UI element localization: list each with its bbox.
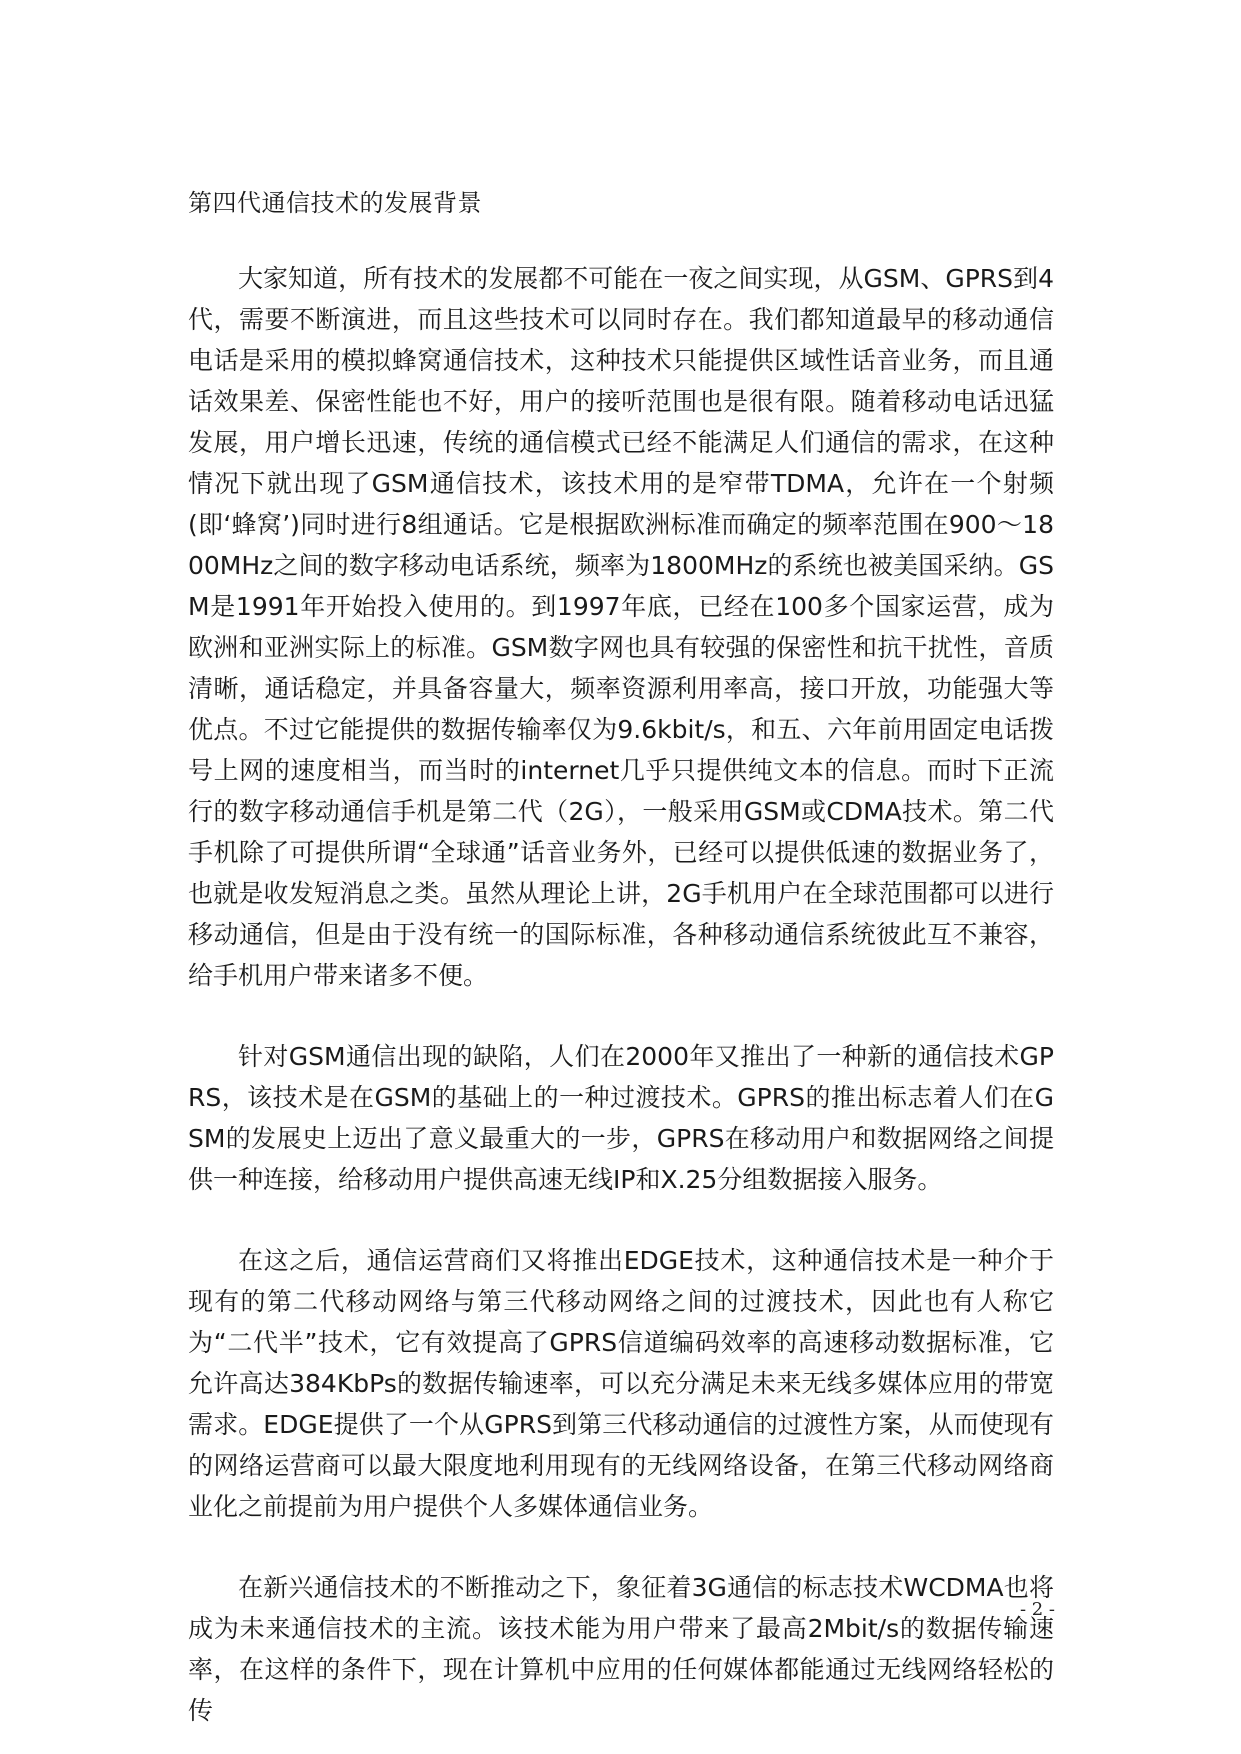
body-paragraph-2: 针对GSM通信出现的缺陷，人们在2000年又推出了一种新的通信技术GPRS，该技术是在GSM的基础上的一种过渡技术。GPRS的推出标志着人们在GSM的发展史上迈出了意义最重大的一步，GPRS在移动用户和数据网络之间提供一种连接，给移动用户提供高速无线IP和X.25分组数据接入服务。 bbox=[188, 1042, 1054, 1194]
document-body bbox=[188, 186, 1054, 1731]
body-paragraph-1: 大家知道，所有技术的发展都不可能在一夜之间实现，从GSM、GPRS到4代，需要不断演进，而且这些技术可以同时存在。我们都知道最早的移动通信电话是采用的模拟蜂窝通信技术，这种技术只能提供区域性话音业务，而且通话效果差、保密性能也不好，用户的接听范围也是很有限。随着移动电话迅猛发展，用户增长迅速，传统的通信模式已经不能满足人们通信的需求，在这种情况下就出现了GSM通信技术，该技术用的是窄带TDMA，允许在一个射频(即‘蜂窝’)同时进行8组通话。它是根据欧洲标准而确定的频率范围在900～1800MHz之间的数字移动电话系统，频率为1800MHz的系统也被美国采纳。GSM是1991年开始投入使用的。到1997年底，已经在100多个国家运营，成为欧洲和亚洲实际上的标准。GSM数字网也具有较强的保密性和抗干扰性，音质清晰，通话稳定，并具备容量大，频率资源利用率高，接口开放，功能强大等优点。不过它能提供的数据传输率仅为9.6kbit/s，和五、六年前用固定电话拨号上网的速度相当，而当时的internet几乎只提供纯文本的信息。而时下正流行的数字移动通信手机是第二代（2G），一般采用GSM或CDMA技术。第二代手机除了可提供所谓“全球通”话音业务外，已经可以提供低速的数据业务了，也就是收发短消息之类。虽然从理论上讲，2G手机用户在全球范围都可以进行移动通信，但是由于没有统一的国际标准，各种移动通信系统彼此互不兼容，给手机用户带来诸多不便。 bbox=[188, 264, 1054, 990]
body-paragraph-4: 在新兴通信技术的不断推动之下，象征着3G通信的标志技术WCDMA也将成为未来通信技术的主流。该技术能为用户带来了最高2Mbit/s的数据传输速率，在这样的条件下，现在计算机中应用的任何媒体都能通过无线网络轻松的传 bbox=[188, 1573, 1054, 1725]
section-title: 第四代通信技术的发展背景 bbox=[188, 189, 482, 217]
page-number: - 2 - bbox=[1019, 1599, 1055, 1620]
body-paragraph-3: 在这之后，通信运营商们又将推出EDGE技术，这种通信技术是一种介于现有的第二代移动网络与第三代移动网络之间的过渡技术，因此也有人称它为“二代半”技术，它有效提高了GPRS信道编码效率的高速移动数据标准，它允许高达384KbPs的数据传输速率，可以充分满足未来无线多媒体应用的带宽需求。EDGE提供了一个从GPRS到第三代移动通信的过渡性方案，从而使现有的网络运营商可以最大限度地利用现有的无线网络设备，在第三代移动网络商业化之前提前为用户提供个人多媒体通信业务。 bbox=[188, 1246, 1054, 1521]
